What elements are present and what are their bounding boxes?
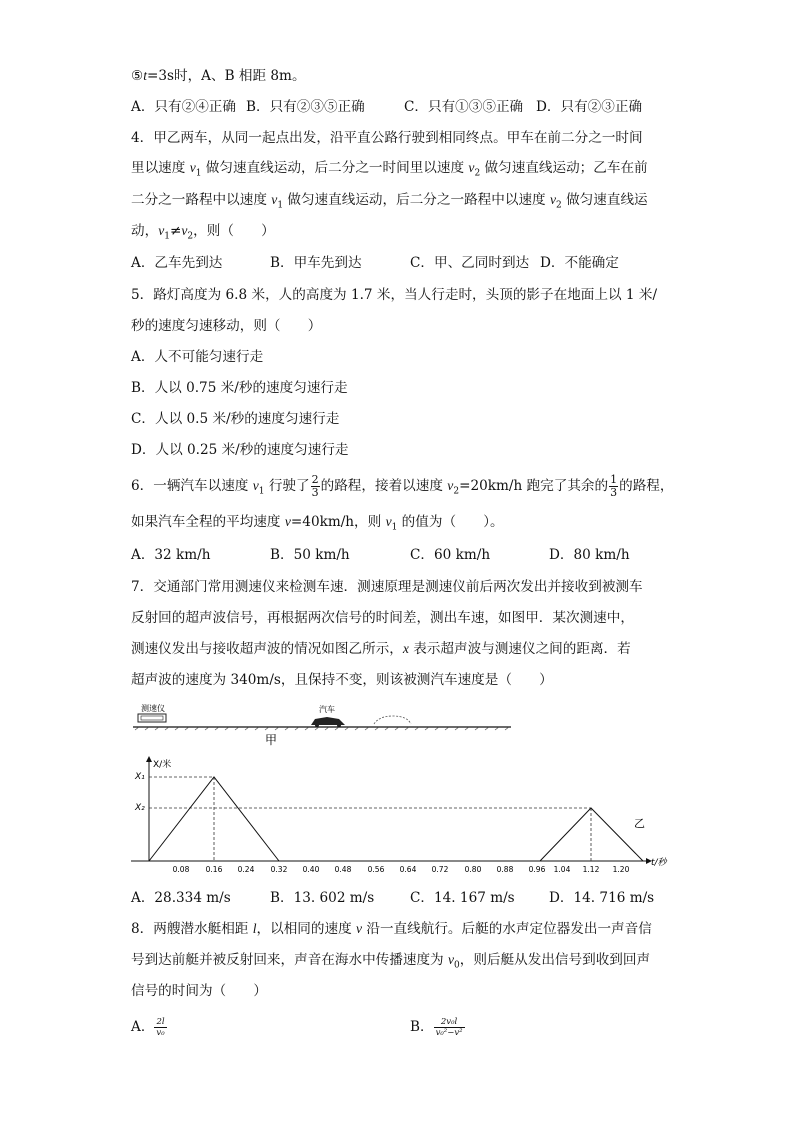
- q5-option-b[interactable]: B．人以 0.75 米/秒的速度匀速行走: [131, 380, 348, 396]
- tick-label: 0.32: [270, 865, 288, 874]
- figure-yi: [131, 755, 676, 880]
- q3-statement-5: ⑤t=3s时，A、B 相距 8m。: [131, 68, 306, 84]
- q7-line-4: 超声波的速度为 340m/s，且保持不变，则该被测汽车速度是（ ）: [131, 672, 553, 688]
- q3-option-c[interactable]: C．只有①③⑤正确: [404, 99, 524, 115]
- q6-line-1: 6．一辆汽车以速度 $v_1$ 行驶了 $\frac{2}{3}$ 的路程，接着以速度 $v_2=20km/h$ 跑完了其余的 $\frac{1}{3}$ 的路程，: [131, 473, 674, 499]
- tick-label: 1.04: [553, 865, 571, 874]
- tick-label: 0.24: [237, 865, 255, 874]
- q4-option-a[interactable]: A．乙车先到达: [131, 255, 223, 271]
- tick-label: 0.88: [496, 865, 514, 874]
- tick-label: 0.48: [334, 865, 352, 874]
- q5-line-2: 秒的速度匀速移动，则（ ）: [131, 318, 322, 334]
- tick-label: 0.72: [431, 865, 449, 874]
- car-icon: [311, 717, 345, 727]
- q6-option-a[interactable]: A．32 km/h: [131, 547, 211, 563]
- q6-option-d[interactable]: D．80 km/h: [549, 547, 630, 563]
- q8-line-1: 8．两艘潜水艇相距 l，以相同的速度 v 沿一直线航行。后艇的水声定位器发出一声音信: [131, 921, 652, 937]
- tick-label: 1.12: [582, 865, 600, 874]
- q4-option-c[interactable]: C．甲、乙同时到达: [410, 255, 530, 271]
- q4-line-1: 4．甲乙两车，从同一起点出发，沿平直公路行驶到相同终点。甲车在前二分之一时间: [131, 130, 643, 146]
- car-label: 汽车: [319, 705, 335, 714]
- q7-line-3: 测速仪发出与接收超声波的情况如图乙所示，x 表示超声波与测速仪之间的距离．若: [131, 641, 631, 657]
- figure-jia-caption: 甲: [265, 733, 278, 746]
- speed-detector-icon: [138, 714, 166, 722]
- q6-option-b[interactable]: B．50 km/h: [270, 547, 350, 563]
- q4-line-3: 二分之一路程中以速度 $v_1$ 做匀速直线运动，后二分之一路程中以速度 $v_2$ 做匀速直线运: [131, 192, 648, 211]
- q5-line-1: 5．路灯高度为 6.8 米，人的高度为 1.7 米，当人行走时，头顶的影子在地面上以 1 米/: [131, 287, 658, 303]
- x1-label: X₁: [135, 772, 145, 782]
- q6-line-2: 如果汽车全程的平均速度 v=40km/h，则 $v_1$ 的值为（ ）。: [131, 514, 504, 533]
- tick-label: 0.56: [367, 865, 385, 874]
- q8-line-2: 号到达前艇并被反射回来，声音在海水中传播速度为 $v_0$，则后艇从发出信号到收到回声: [131, 952, 651, 971]
- q7-line-2: 反射回的超声波信号，再根据两次信号的时间差，测出车速，如图甲．某次测速中，: [131, 610, 634, 626]
- tick-label: 0.40: [302, 865, 320, 874]
- q4-option-b[interactable]: B．甲车先到达: [270, 255, 362, 271]
- q3-option-b[interactable]: B．只有②③⑤正确: [246, 99, 365, 115]
- device-label: 测速仪: [141, 704, 165, 713]
- car-ghost-outline: [374, 716, 411, 724]
- figure-yi-caption: 乙: [634, 817, 645, 830]
- y-axis-label: X/米: [153, 760, 172, 770]
- tick-label: 0.64: [399, 865, 417, 874]
- q7-option-d[interactable]: D．14. 716 m/s: [549, 890, 655, 906]
- tick-label: 0.80: [464, 865, 482, 874]
- q7-option-a[interactable]: A．28.334 m/s: [131, 890, 231, 906]
- q7-option-c[interactable]: C．14. 167 m/s: [410, 890, 515, 906]
- q5-option-c[interactable]: C．人以 0.5 米/秒的速度匀速行走: [131, 411, 340, 427]
- tick-label: 1.20: [612, 865, 630, 874]
- q5-option-a[interactable]: A．人不可能匀速行走: [131, 349, 264, 365]
- tick-label: 0.96: [528, 865, 546, 874]
- x-tick-labels: [173, 865, 630, 874]
- q4-line-4: 动，$v_1\ne v_2$，则（ ）: [131, 223, 275, 242]
- q5-option-d[interactable]: D．人以 0.25 米/秒的速度匀速行走: [131, 442, 349, 458]
- q8-line-3: 信号的时间为（ ）: [131, 983, 267, 999]
- q4-line-2: 里以速度 $v_1$ 做匀速直线运动，后二分之一时间里以速度 $v_2$ 做匀速直线运动；乙车在前: [131, 160, 648, 179]
- fraction-two-thirds: $\frac{2}{3}$: [311, 473, 319, 499]
- figure-jia: [131, 698, 531, 746]
- q4-option-d[interactable]: D．不能确定: [540, 255, 619, 271]
- fraction-one-third: $\frac{1}{3}$: [610, 473, 618, 499]
- x2-label: X₂: [135, 803, 145, 813]
- q8-option-a[interactable]: A． $\frac{2l}{\text{v₀}}$: [131, 1017, 165, 1038]
- q3-option-d[interactable]: D．只有②③正确: [536, 99, 643, 115]
- signal-2-line: [540, 808, 643, 861]
- tick-label: 0.08: [172, 865, 190, 874]
- q3-option-a[interactable]: A．只有②④正确: [131, 99, 236, 115]
- q6-option-c[interactable]: C．60 km/h: [410, 547, 491, 563]
- q7-line-1: 7．交通部门常用测速仪来检测车速．测速原理是测速仪前后两次发出并接收到被测车: [131, 579, 643, 595]
- x-axis-label: t/秒: [651, 858, 667, 868]
- q7-option-b[interactable]: B．13. 602 m/s: [270, 890, 375, 906]
- tick-label: 0.16: [205, 865, 223, 874]
- q8-option-b[interactable]: B． $\frac{\text{2v₀l}}{\text{v₀²−v²}}$: [410, 1017, 463, 1038]
